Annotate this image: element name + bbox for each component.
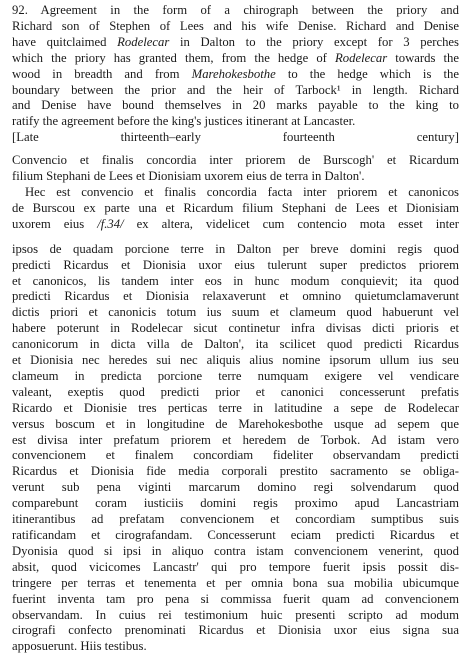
charter-text-top	[12, 185, 459, 233]
text-line: observandam. In cuius rei testimonium huic presenti scripto ad modum	[12, 607, 459, 622]
text-line: est divisa inter prefatum priorem et heredem de Torbok. Ad istam vero	[12, 432, 459, 447]
text-line: et Dionisia nec heredes sui nec aliquis alius nomine ipsorum ullum ius seu	[12, 353, 459, 368]
text-line: verunt sub pena viginti marcarum domino regi solvendarum quod	[12, 480, 459, 495]
text-line: tringere per terras et tenementa et per omnia bona sua mobilia ubicumque	[12, 575, 459, 590]
text-line: habere poterunt in Rodelecar sicut continetur infra divisas dicti prioris et	[12, 321, 459, 336]
text-line: apposuerunt. Hiis testibus.	[12, 639, 147, 654]
rubric-line: Convencio et finalis concordia inter priorem de Burscogh' et Ricardum	[12, 153, 459, 168]
text-line: absit, quod vicicomes Lancastr' qui pro tempore fuerit ipsis possit dis-	[12, 559, 459, 574]
text-line: dictis priori et canonicis totum ius suum et clameum quod habuerunt vel	[12, 305, 459, 320]
text-line: valeant, exeptis quod predicti prior et canonici concesserunt prefatis	[12, 384, 459, 399]
text-line: fuerint inventa tam pro pena si commissa fuerit quam ad convencionem	[12, 591, 459, 606]
text-line: convencionem et finalem concordiam fideliter observandam predicti	[12, 448, 459, 463]
text-line: de Burscou ex parte una et Ricardum filium Stephani de Lees et Dionisiam	[12, 200, 459, 215]
rubric	[12, 153, 459, 185]
text-line: clameum in predicta porcione terre numquam exigere vel vendicare	[12, 368, 459, 383]
text-line: Dyonisia quod si ipsi in aliquo contra istam convencionem venerint, quod	[12, 543, 459, 558]
text-line: Ricardo et Dionisie tres perticas terre in latitudine a sepe de Rodelecar	[12, 400, 459, 415]
text-gap	[12, 233, 459, 242]
text-line: versus boscum et in longitudine de Marehokesbothe usque ad sepem que	[12, 416, 459, 431]
text-line: predicti Ricardus et Dionisia relaxaverunt et omnino quietumclamaverunt	[12, 289, 459, 304]
summary-line: and Denise have bound themselves in 20 marks payable to the king to	[12, 98, 459, 113]
text-line: predicti Ricardus et Dionisia uxor eius tulerunt super predictos priorem	[12, 257, 459, 272]
entry-summary	[12, 3, 459, 146]
text-line: comparebunt coram iusticiis domini regis proximo apud Lancastriam	[12, 496, 459, 511]
text-line: uxorem eius /f.34/ ex altera, videlicet cum contencio mota esset inter	[12, 216, 459, 231]
summary-line: Richard son of Stephen of Lees and his wife Denise. Richard and Denise	[12, 18, 459, 33]
text-line: ratificandam et cirografandam. Concesserunt eciam predicti Ricardus et	[12, 528, 459, 542]
charter-text	[12, 242, 459, 656]
summary-line: wood in breadth and from Marehokesbothe to the hedge which is the	[12, 66, 459, 81]
text-line: Ricardus et Dionisia fide media corporali prestito sacramento se obliga-	[12, 464, 459, 479]
entry-date: [Late thirteenth–early fourteenth century]	[12, 130, 459, 145]
text-line: canonicorum in dicta villa de Dalton', ita scilicet quod predicti Ricardus	[12, 337, 459, 352]
text-line: itinerantibus ad prefatam convencionem et concordiam sumptibus suis	[12, 512, 459, 527]
summary-line: 92. Agreement in the form of a chirograph between the priory and	[12, 3, 459, 17]
summary-line: which the priory has granted them, from the hedge of Rodelecar towards the	[12, 50, 459, 65]
text-line: et canonicos, lis tandem inter eos in hunc modum conquievit; ita quod	[12, 273, 459, 288]
summary-line: have quitclaimed Rodelecar in Dalton to the priory except for 3 perches	[12, 34, 459, 49]
text-line: Hec est convencio et finalis concordia facta inter priorem et canonicos	[25, 184, 459, 199]
text-line: ipsos de quadam porcione terre in Dalton per breve domini regis quod	[12, 241, 459, 256]
rubric-line: filium Stephani de Lees et Dionisiam uxorem eius de terra in Dalton'.	[12, 169, 365, 184]
summary-line: boundary between the prior and the heir of Tarbock¹ in length. Richard	[12, 82, 459, 97]
text-line: cirografi confecto prenominati Ricardus et Dionisia uxor eius signa sua	[12, 623, 459, 638]
summary-line: ratify the agreement before the king's justices itinerant at Lancaster.	[12, 114, 356, 129]
entry-number: 92.	[12, 3, 28, 17]
